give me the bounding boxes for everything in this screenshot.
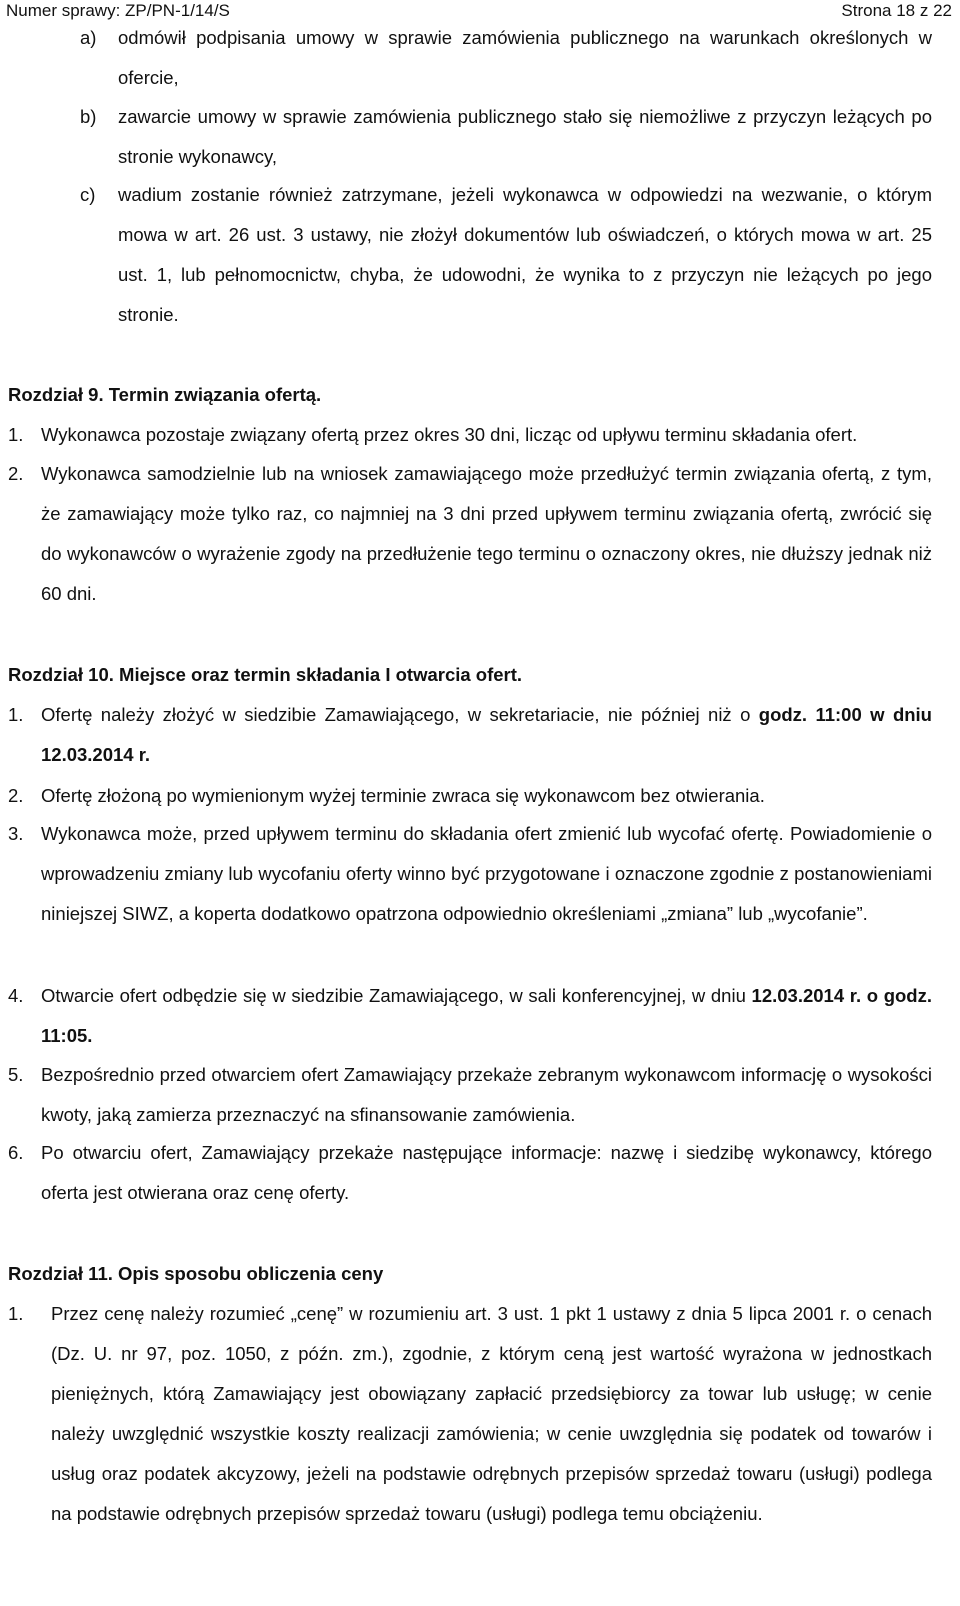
chapter-10-item-2 [8,776,932,816]
list-item-text: zawarcie umowy w sprawie zamówienia publicznego stało się niemożliwe z przyczyn leżących po stronie wykonawcy, [118,106,932,167]
list-item-text: wadium zostanie również zatrzymane, jeżeli wykonawca w odpowiedzi na wezwanie, o którym mowa w art. 26 ust. 3 ustawy, nie złożył dokumentów lub oświadczeń, o których mowa w art. 25 ust. 1, lub pełnomocnictw, chyba, że udowodni, że wynika to z przyczyn nie leżących po jego stronie. [118,184,932,325]
item-text: Wykonawca samodzielnie lub na wniosek zamawiającego może przedłużyć termin związania ofertą, z tym, że zamawiający może tylko raz, co najmniej na 3 dni przed upływem terminu związania ofertą, zwrócić się do wykonawców o wyrażenie zgody na przedłużenie tego terminu o oznaczony okres, nie dłuższy jednak niż 60 dni. [41,463,932,604]
list-item-label: c) [80,184,96,205]
item-number: 3. [8,823,24,844]
chapter-11-title: Rozdział 11. Opis sposobu obliczenia ceny [8,1263,384,1284]
deadline-bold: godz. 11:00 w dniu 12.03.2014 r. [41,704,932,765]
item-text: Bezpośrednio przed otwarciem ofert Zamawiający przekaże zebranym wykonawcom informację o wysokości kwoty, jaką zamierza przeznaczyć na sfinansowanie zamówienia. [41,1064,932,1125]
chapter-11-item-1 [8,1294,932,1534]
item-number: 2. [8,785,24,806]
chapter-10-title: Rozdział 10. Miejsce oraz termin składania I otwarcia ofert. [8,664,523,685]
chapter-10-item-1 [8,695,932,775]
item-text-plain: Ofertę należy złożyć w siedzibie Zamawiającego, w sekretariacie, nie później niż o [41,704,759,725]
item-text: Przez cenę należy rozumieć „cenę” w rozumieniu art. 3 ust. 1 pkt 1 ustawy z dnia 5 lipca 2001 r. o cenach (Dz. U. nr 97, poz. 1050, z późn. zm.), zgodnie, z którym ceną jest wartość wyrażona w jednostkach pieniężnych, którą Zamawiający jest obowiązany zapłacić przedsiębiorcy za towar lub usługę; w cenie należy uwzględnić wszystkie koszty realizacji zamówienia; w cenie uwzględnia się podatek od towarów i usług oraz podatek akcyzowy, jeżeli na podstawie odrębnych przepisów sprzedaż towaru (usługi) podlega na podstawie odrębnych przepisów sprzedaż towaru (usługi) podlega temu obciążeniu. [51,1303,932,1524]
chapter-10-item-3 [8,814,932,934]
chapter-10-item-6 [8,1133,932,1213]
list-item-c [80,175,932,335]
chapter-9-title: Rozdział 9. Termin związania ofertą. [8,384,322,405]
item-text [41,976,932,1056]
page-number: Strona 18 z 22 [841,1,952,20]
item-text: Po otwarciu ofert, Zamawiający przekaże następujące informacje: nazwę i siedzibę wykonawcy, którego oferta jest otwierana oraz cenę oferty. [41,1142,932,1203]
list-item-label: b) [80,106,97,127]
item-text: Ofertę złożoną po wymienionym wyżej terminie zwraca się wykonawcom bez otwierania. [41,785,765,806]
chapter-10-item-5 [8,1055,932,1135]
item-text: Wykonawca może, przed upływem terminu do składania ofert zmienić lub wycofać ofertę. Powiadomienie o wprowadzeniu zmiany lub wycofaniu oferty winno być przygotowane i oznaczone zgodnie z postanowieniami niniejszej SIWZ, a koperta dodatkowo opatrzona odpowiednio określeniami „zmiana” lub „wycofanie”. [41,823,932,924]
list-item-b [80,97,932,177]
item-number: 5. [8,1064,24,1085]
item-number: 6. [8,1142,24,1163]
item-text-plain: Otwarcie ofert odbędzie się w siedzibie Zamawiającego, w sali konferencyjnej, w dniu [41,985,752,1006]
item-number: 1. [8,1303,24,1324]
item-number: 1. [8,704,24,725]
chapter-9-item-1 [8,415,932,455]
list-item-text: odmówił podpisania umowy w sprawie zamówienia publicznego na warunkach określonych w ofercie, [118,27,932,88]
case-number: Numer sprawy: ZP/PN-1/14/S [6,1,230,20]
chapter-9-item-2 [8,454,932,614]
list-item-a [80,18,932,98]
item-number: 2. [8,463,24,484]
item-number: 4. [8,985,24,1006]
item-text [41,695,932,775]
list-item-label: a) [80,27,97,48]
opening-date-bold: 12.03.2014 r. o godz. 11:05. [41,985,932,1046]
item-text: Wykonawca pozostaje związany ofertą przez okres 30 dni, licząc od upływu terminu składania ofert. [41,424,858,445]
item-number: 1. [8,424,24,445]
chapter-10-item-4 [8,976,932,1056]
